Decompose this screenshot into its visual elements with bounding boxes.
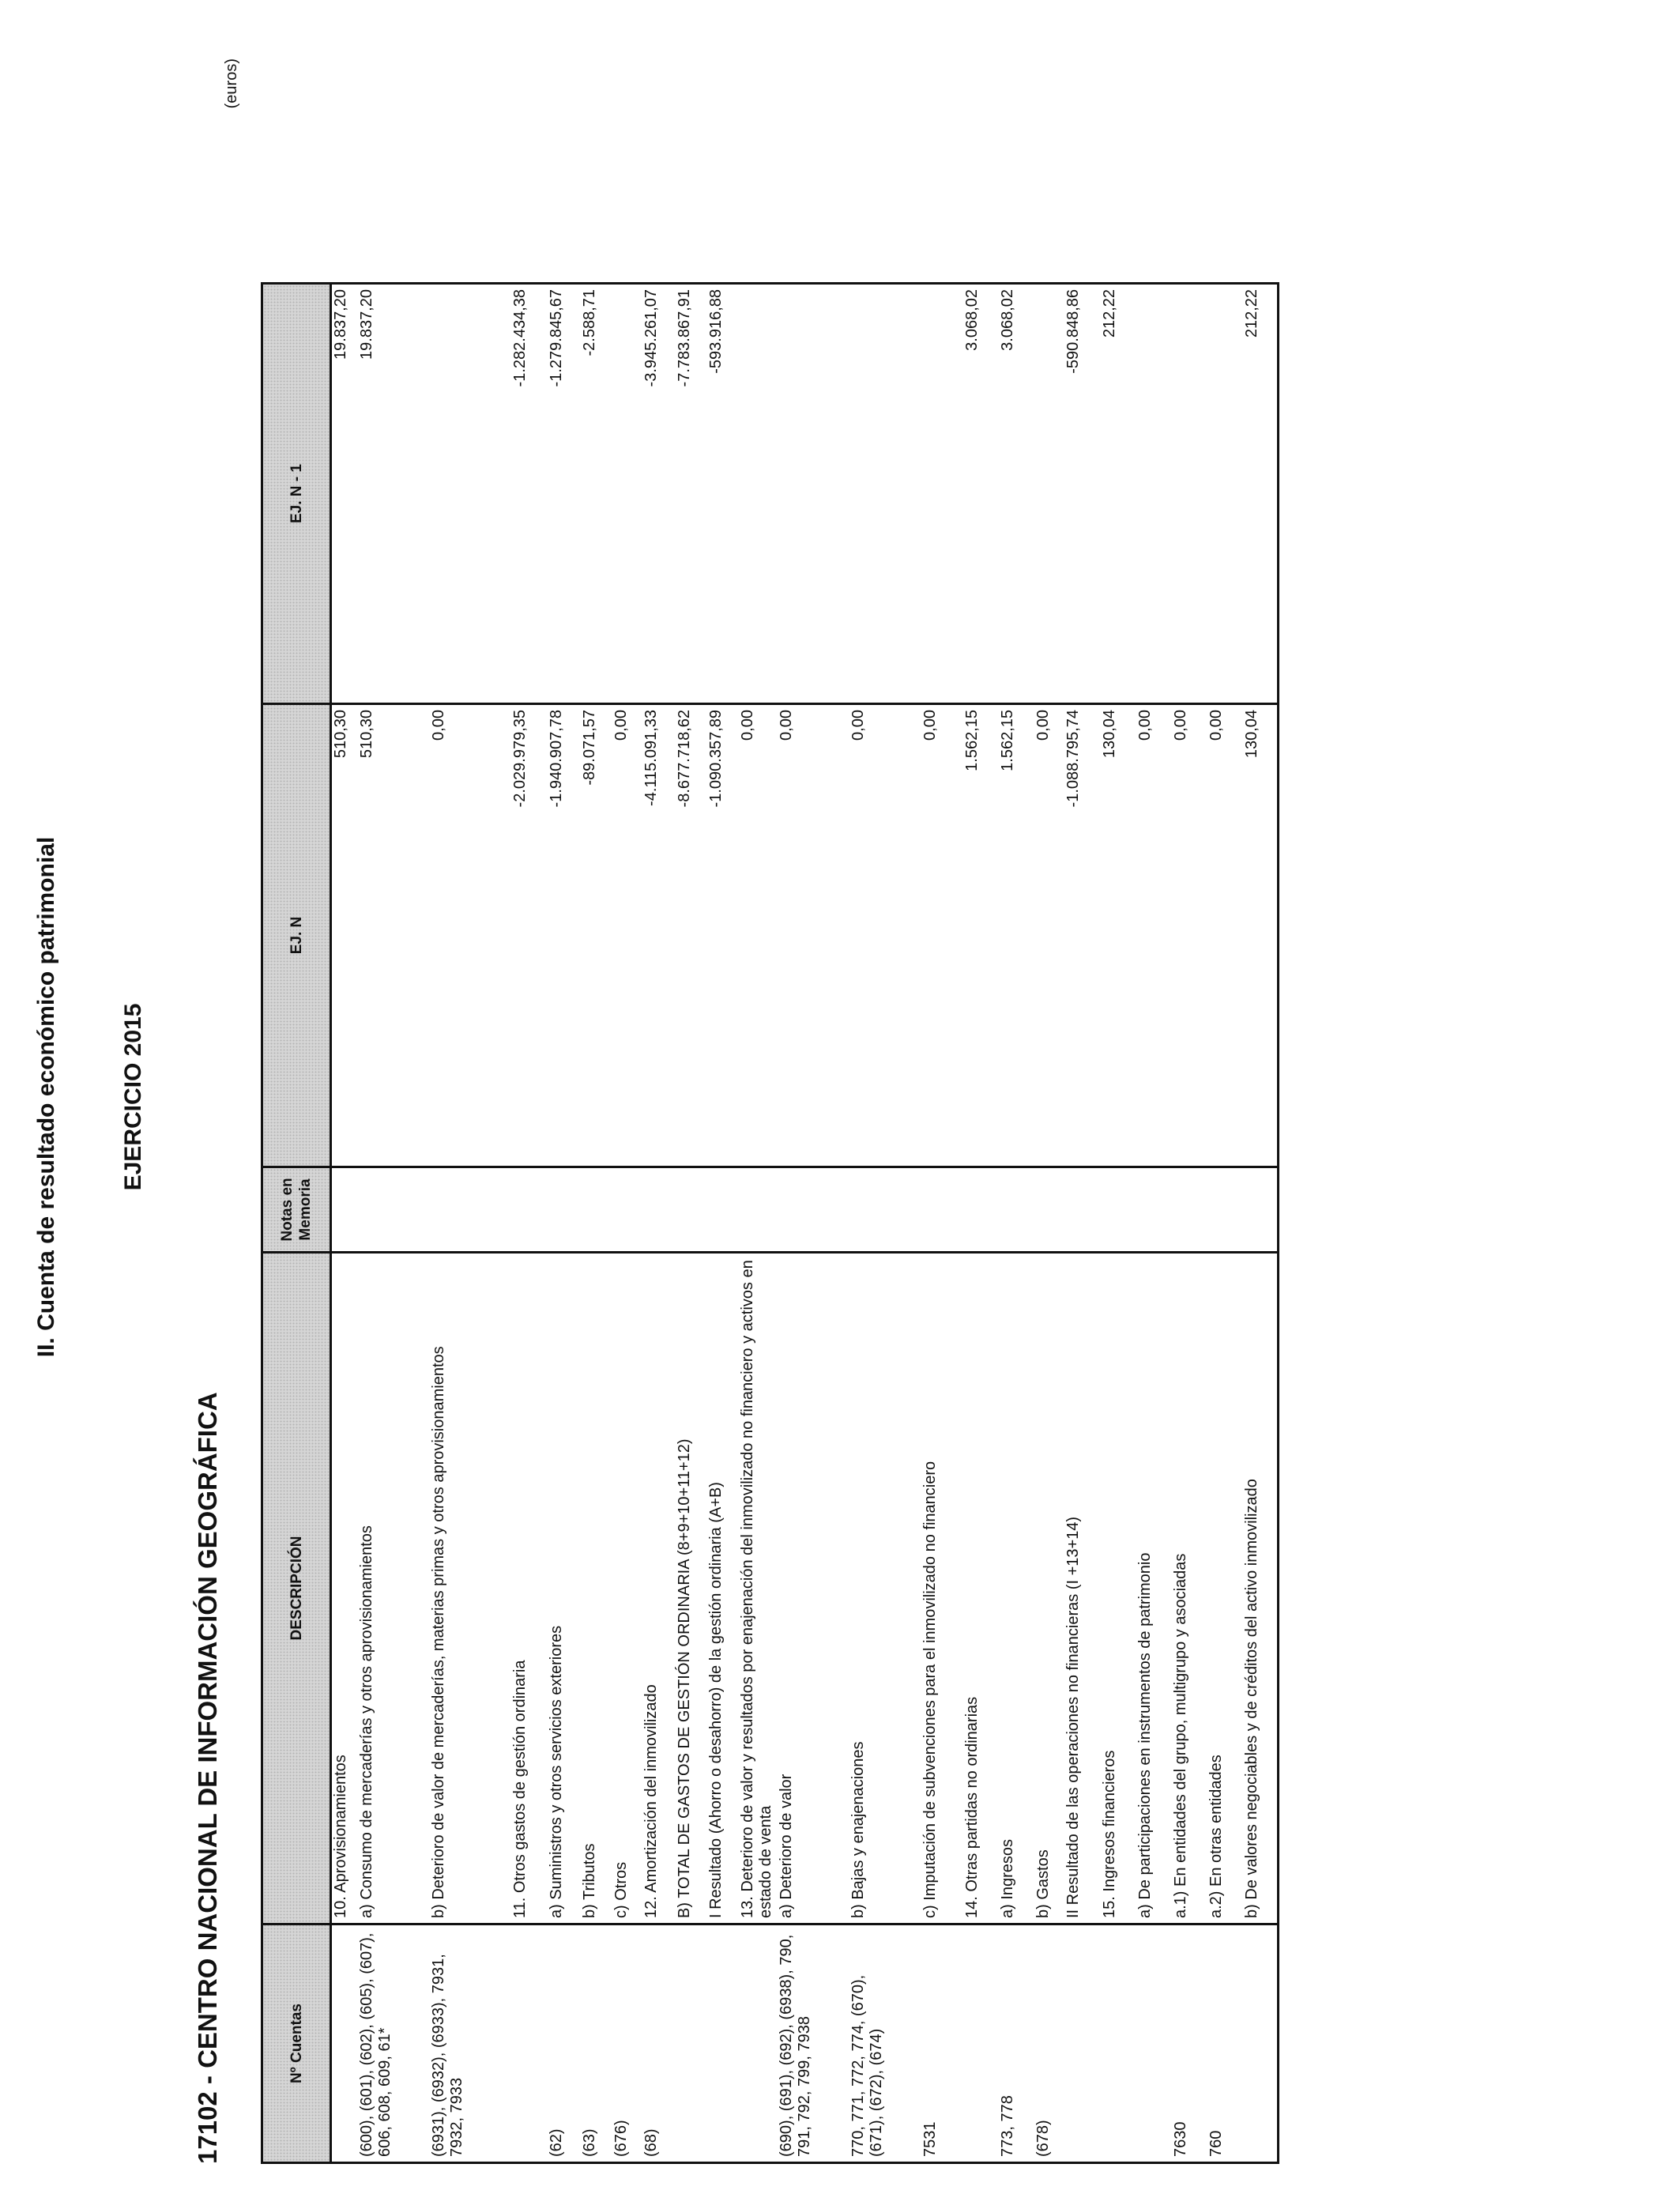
cell-cuentas: (600), (601), (602), (605), (607), 606, 608, 609, 61* [358, 1924, 430, 2163]
cell-descripcion: II Resultado de las operaciones no financieras (I +13+14) [1064, 1253, 1101, 1924]
cell-descripcion: a) De participaciones en instrumentos de patrimonio [1136, 1253, 1172, 1924]
cell-descripcion: B) TOTAL DE GASTOS DE GESTIÓN ORDINARIA (8+9+10+11+12) [676, 1253, 707, 1924]
cell-ej-n: 1.562,15 [999, 704, 1034, 1167]
cell-ej-n: -89.071,57 [581, 704, 612, 1167]
cell-ej-n-1 [1136, 284, 1172, 704]
cell-ej-n-1: -1.279.845,67 [548, 284, 581, 704]
table-row [1101, 284, 1136, 2163]
cell-descripcion: b) Deterioro de valor de mercaderías, materias primas y otros aprovisionamientos [430, 1253, 511, 1924]
cell-descripcion: I Resultado (Ahorro o desahorro) de la gestión ordinaria (A+B) [707, 1253, 739, 1924]
cell-notas [1101, 1167, 1136, 1253]
cell-ej-n: 0,00 [1034, 704, 1064, 1167]
cell-notas [1207, 1167, 1243, 1253]
cell-ej-n: 0,00 [1172, 704, 1207, 1167]
cell-descripcion: 14. Otras partidas no ordinarias [963, 1253, 999, 1924]
cell-notas [612, 1167, 642, 1253]
col-header-ej-n: EJ. N [262, 704, 331, 1167]
cell-ej-n: -8.677.718,62 [676, 704, 707, 1167]
cell-cuentas [963, 1924, 999, 2163]
cell-ej-n: -4.115.091,33 [642, 704, 676, 1167]
cell-ej-n-1 [921, 284, 963, 704]
cell-ej-n: 130,04 [1101, 704, 1136, 1167]
cell-ej-n: -1.088.795,74 [1064, 704, 1101, 1167]
table-row [1207, 284, 1243, 2163]
cell-ej-n-1: 212,22 [1101, 284, 1136, 704]
table-row [707, 284, 739, 2163]
unit-label: (euros) [223, 58, 240, 109]
cell-notas [1064, 1167, 1101, 1253]
cell-notas [642, 1167, 676, 1253]
entity-title: 17102 - CENTRO NACIONAL DE INFORMACIÓN GEOGRÁFICA [193, 1392, 222, 2164]
cell-descripcion: b) Bajas y enajenaciones [849, 1253, 921, 1924]
cell-ej-n: 0,00 [739, 704, 778, 1167]
cell-descripcion: 12. Amortización del inmovilizado [642, 1253, 676, 1924]
table-row [778, 284, 849, 2163]
table-row [1136, 284, 1172, 2163]
cell-ej-n: 0,00 [1136, 704, 1172, 1167]
cell-ej-n-1 [1034, 284, 1064, 704]
cell-descripcion: a) Ingresos [999, 1253, 1034, 1924]
cell-notas [849, 1167, 921, 1253]
cell-notas [963, 1167, 999, 1253]
table-row [1243, 284, 1279, 2163]
table-row [511, 284, 548, 2163]
exercise-title: EJERCICIO 2015 [120, 1003, 146, 1191]
table-row [849, 284, 921, 2163]
table-row [676, 284, 707, 2163]
cell-notas [581, 1167, 612, 1253]
cell-ej-n: -1.940.907,78 [548, 704, 581, 1167]
cell-ej-n-1: -593.916,88 [707, 284, 739, 704]
cell-cuentas [511, 1924, 548, 2163]
cell-notas [1034, 1167, 1064, 1253]
cell-ej-n-1 [1207, 284, 1243, 704]
cell-ej-n-1 [739, 284, 778, 704]
cell-ej-n-1: 212,22 [1243, 284, 1279, 704]
table-header-row [262, 284, 331, 2163]
cell-cuentas [707, 1924, 739, 2163]
table-row [548, 284, 581, 2163]
cell-cuentas: 7531 [921, 1924, 963, 2163]
cell-cuentas [739, 1924, 778, 2163]
cell-ej-n-1: 3.068,02 [999, 284, 1034, 704]
cell-ej-n: 0,00 [1207, 704, 1243, 1167]
cell-ej-n: 130,04 [1243, 704, 1279, 1167]
table-row [642, 284, 676, 2163]
cell-ej-n: 0,00 [778, 704, 849, 1167]
table-row [430, 284, 511, 2163]
cell-notas [999, 1167, 1034, 1253]
table-row [581, 284, 612, 2163]
cell-cuentas [676, 1924, 707, 2163]
cell-notas [921, 1167, 963, 1253]
cell-descripcion: b) Tributos [581, 1253, 612, 1924]
cell-ej-n: 0,00 [430, 704, 511, 1167]
col-header-cuentas: Nº Cuentas [262, 1924, 331, 2163]
cell-notas [707, 1167, 739, 1253]
cell-cuentas [1101, 1924, 1136, 2163]
cell-cuentas: (690), (691), (692), (6938), 790, 791, 792, 799, 7938 [778, 1924, 849, 2163]
table-row [331, 284, 358, 2163]
cell-ej-n-1: -1.282.434,38 [511, 284, 548, 704]
cell-descripcion: a) Consumo de mercaderías y otros aprovisionamientos [358, 1253, 430, 1924]
cell-notas [548, 1167, 581, 1253]
cell-descripcion: 15. Ingresos financieros [1101, 1253, 1136, 1924]
cell-cuentas: 773, 778 [999, 1924, 1034, 2163]
cell-ej-n: -1.090.357,89 [707, 704, 739, 1167]
cell-ej-n-1 [778, 284, 849, 704]
cell-descripcion: 10. Aprovisionamientos [331, 1253, 358, 1924]
cell-descripcion: a) Suministros y otros servicios exteriores [548, 1253, 581, 1924]
table-row [963, 284, 999, 2163]
cell-cuentas: 760 [1207, 1924, 1243, 2163]
cell-ej-n-1: 3.068,02 [963, 284, 999, 704]
cell-cuentas [331, 1924, 358, 2163]
cell-ej-n-1 [612, 284, 642, 704]
cell-notas [676, 1167, 707, 1253]
col-header-notas: Notas en Memoria [262, 1167, 331, 1253]
cell-cuentas: (676) [612, 1924, 642, 2163]
cell-descripcion: a) Deterioro de valor [778, 1253, 849, 1924]
cell-notas [778, 1167, 849, 1253]
cell-cuentas: (62) [548, 1924, 581, 2163]
cell-ej-n-1: -3.945.261,07 [642, 284, 676, 704]
cell-descripcion: 13. Deterioro de valor y resultados por enajenación del inmovilizado no financiero y activos en estado de venta [739, 1253, 778, 1924]
col-header-descripcion: DESCRIPCIÓN [262, 1253, 331, 1924]
cell-ej-n: 510,30 [331, 704, 358, 1167]
cell-notas [1136, 1167, 1172, 1253]
cell-cuentas: (678) [1034, 1924, 1064, 2163]
cell-ej-n-1 [1172, 284, 1207, 704]
cell-notas [358, 1167, 430, 1253]
cell-ej-n: 0,00 [612, 704, 642, 1167]
cell-descripcion: a.1) En entidades del grupo, multigrupo y asociadas [1172, 1253, 1207, 1924]
cell-cuentas: 7630 [1172, 1924, 1207, 2163]
cell-notas [1172, 1167, 1207, 1253]
cell-cuentas [1136, 1924, 1172, 2163]
cell-ej-n-1 [849, 284, 921, 704]
table-row [999, 284, 1034, 2163]
cell-cuentas: (68) [642, 1924, 676, 2163]
cell-descripcion: c) Imputación de subvenciones para el inmovilizado no financiero [921, 1253, 963, 1924]
cell-notas [430, 1167, 511, 1253]
cell-ej-n-1: -2.588,71 [581, 284, 612, 704]
cell-notas [511, 1167, 548, 1253]
table-row [1172, 284, 1207, 2163]
cell-ej-n-1 [430, 284, 511, 704]
cell-cuentas: 770, 771, 772, 774, (670), (671), (672), (674) [849, 1924, 921, 2163]
report-title: II. Cuenta de resultado económico patrimonial [33, 836, 59, 1358]
table-row [358, 284, 430, 2163]
cell-ej-n-1: 19.837,20 [358, 284, 430, 704]
table-row [1064, 284, 1101, 2163]
col-header-ej-n-1: EJ. N - 1 [262, 284, 331, 704]
cell-descripcion: b) De valores negociables y de créditos del activo inmovilizado [1243, 1253, 1279, 1924]
cell-ej-n-1: -590.848,86 [1064, 284, 1101, 704]
table-row [1034, 284, 1064, 2163]
cell-descripcion: 11. Otros gastos de gestión ordinaria [511, 1253, 548, 1924]
cell-cuentas [1064, 1924, 1101, 2163]
cell-cuentas [1243, 1924, 1279, 2163]
cell-ej-n: -2.029.979,35 [511, 704, 548, 1167]
result-table [261, 282, 1279, 2164]
cell-ej-n: 0,00 [849, 704, 921, 1167]
cell-cuentas: (6931), (6932), (6933), 7931, 7932, 7933 [430, 1924, 511, 2163]
table-row [612, 284, 642, 2163]
cell-ej-n-1: 19.837,20 [331, 284, 358, 704]
cell-descripcion: a.2) En otras entidades [1207, 1253, 1243, 1924]
cell-notas [331, 1167, 358, 1253]
cell-notas [1243, 1167, 1279, 1253]
cell-descripcion: c) Otros [612, 1253, 642, 1924]
table-row [921, 284, 963, 2163]
cell-descripcion: b) Gastos [1034, 1253, 1064, 1924]
cell-notas [739, 1167, 778, 1253]
cell-ej-n: 1.562,15 [963, 704, 999, 1167]
cell-ej-n: 0,00 [921, 704, 963, 1167]
cell-ej-n-1: -7.783.867,91 [676, 284, 707, 704]
table-row [739, 284, 778, 2163]
cell-ej-n: 510,30 [358, 704, 430, 1167]
cell-cuentas: (63) [581, 1924, 612, 2163]
